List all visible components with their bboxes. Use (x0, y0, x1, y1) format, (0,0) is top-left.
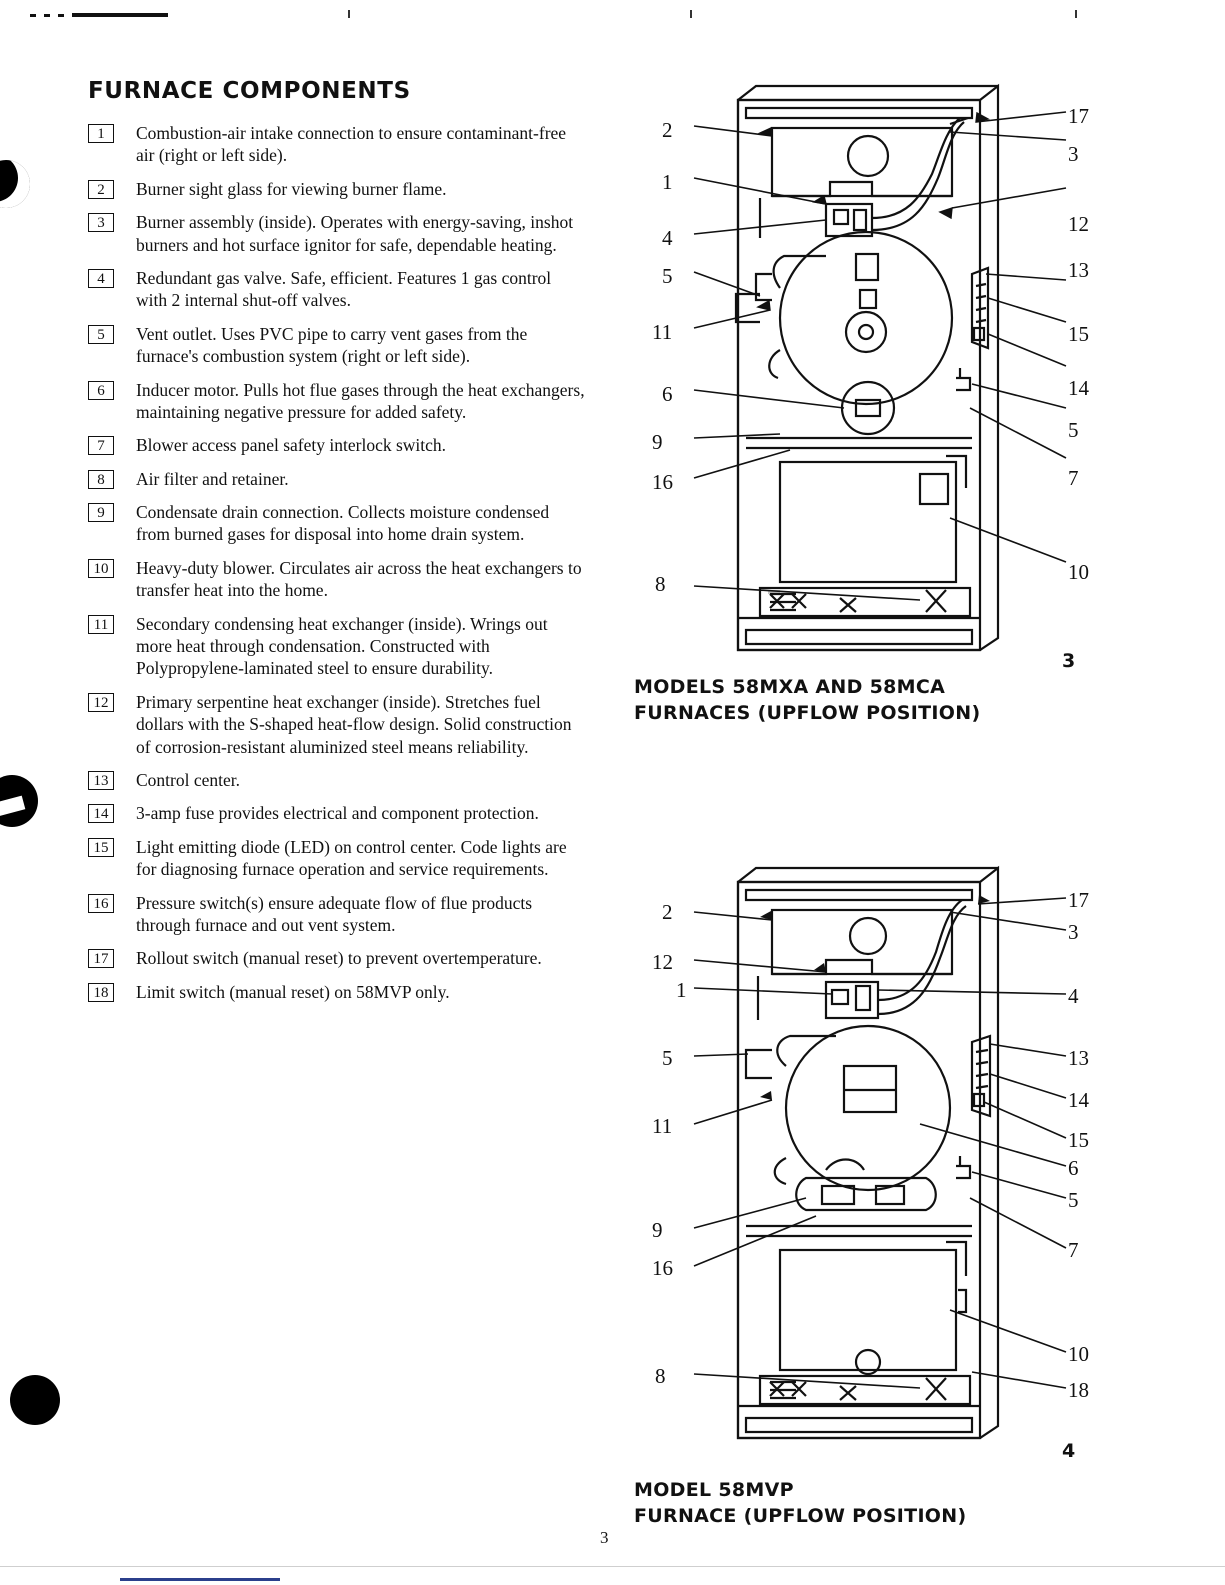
component-number: 14 (88, 804, 114, 823)
callout-label: 5 (1068, 418, 1079, 442)
scan-footer-line (120, 1578, 280, 1581)
component-number: 13 (88, 771, 114, 790)
component-description: 3-amp fuse provides electrical and component protection. (136, 803, 539, 824)
figure-number: 4 (1062, 1440, 1076, 1462)
list-item (88, 947, 608, 969)
list-item (88, 468, 608, 490)
component-number: 2 (88, 180, 114, 199)
callout-label: 18 (1068, 1378, 1089, 1402)
furnace-diagram-58mvp (620, 860, 1140, 1480)
list-item (88, 267, 608, 312)
component-description: Burner assembly (inside). Operates with energy-saving, inshot burners and hot surface ignitor for safe, dependable heating. (136, 212, 574, 255)
list-item (88, 434, 608, 456)
callout-label: 17 (1068, 104, 1089, 128)
callout-label: 9 (652, 1218, 663, 1242)
scan-tick-mark (690, 10, 692, 18)
component-list (88, 122, 608, 1003)
list-item (88, 122, 608, 167)
callout-label: 5 (662, 1046, 673, 1070)
component-number: 18 (88, 983, 114, 1002)
callout-label: 11 (652, 320, 673, 344)
page-number: 3 (600, 1528, 609, 1547)
hole-punch-mark (0, 160, 30, 208)
furnace-illustration-upflow-2 (620, 860, 1140, 1480)
component-number: 10 (88, 559, 114, 578)
list-item (88, 211, 608, 256)
component-description: Secondary condensing heat exchanger (inside). Wrings out more heat through condensation. Constructed with Polypropylene-laminated steel to ensure durability. (136, 613, 548, 679)
furnace-diagram-58mxa-58mca (620, 78, 1140, 698)
figure-caption-line-2: FURNACE (UPFLOW POSITION) (634, 1504, 967, 1527)
figure-caption (634, 1478, 966, 1529)
figure-caption-line-1: MODELS 58MXA AND 58MCA (634, 676, 946, 698)
callout-label: 17 (1068, 888, 1089, 912)
list-item (88, 178, 608, 200)
callout-label: 14 (1068, 1088, 1089, 1112)
callout-label: 14 (1068, 376, 1089, 400)
component-number: 9 (88, 503, 114, 522)
list-item (88, 836, 608, 881)
figure-caption-line-1: MODEL 58MVP (634, 1479, 794, 1501)
figure-number: 3 (1062, 650, 1076, 672)
callout-label: 10 (1068, 1342, 1089, 1366)
component-number: 16 (88, 894, 114, 913)
component-description: Limit switch (manual reset) on 58MVP only. (136, 981, 450, 1002)
component-number: 1 (88, 124, 114, 143)
list-item (88, 769, 608, 791)
callout-label: 9 (652, 430, 663, 454)
page-footer-rule (0, 1566, 1225, 1567)
list-item (88, 557, 608, 602)
callout-label: 12 (1068, 212, 1089, 236)
component-description: Burner sight glass for viewing burner flame. (136, 178, 447, 199)
callout-label: 15 (1068, 322, 1089, 346)
scan-tick-mark (1075, 10, 1077, 18)
figure-caption-line-2: FURNACES (UPFLOW POSITION) (634, 701, 981, 724)
component-description: Inducer motor. Pulls hot flue gases through the heat exchangers, maintaining negative pressure for added safety. (136, 379, 585, 422)
callout-label: 7 (1068, 1238, 1079, 1262)
callout-label: 4 (1068, 984, 1079, 1008)
callout-label: 13 (1068, 1046, 1089, 1070)
list-item (88, 501, 608, 546)
callout-label: 6 (1068, 1156, 1079, 1180)
callout-label: 8 (655, 1364, 666, 1388)
component-number: 7 (88, 436, 114, 455)
callout-label: 15 (1068, 1128, 1089, 1152)
list-item (88, 802, 608, 824)
component-number: 17 (88, 949, 114, 968)
callout-label: 5 (1068, 1188, 1079, 1212)
figure-caption (634, 675, 980, 726)
list-item (88, 981, 608, 1003)
callout-label: 4 (662, 226, 673, 250)
component-description: Pressure switch(s) ensure adequate flow of flue products through furnace and out vent system. (136, 892, 533, 935)
furnace-components-section (88, 78, 608, 1014)
component-description: Blower access panel safety interlock switch. (136, 435, 447, 456)
component-number: 15 (88, 838, 114, 857)
callout-label: 1 (676, 978, 687, 1002)
component-number: 6 (88, 381, 114, 400)
callout-label: 5 (662, 264, 673, 288)
component-description: Redundant gas valve. Safe, efficient. Features 1 gas control with 2 internal shut-off valves. (136, 267, 552, 311)
callout-label: 1 (662, 170, 673, 194)
component-number: 8 (88, 470, 114, 489)
callout-label: 2 (662, 118, 673, 142)
callout-label: 16 (652, 1256, 673, 1280)
callout-label: 3 (1068, 142, 1079, 166)
callout-label: 16 (652, 470, 673, 494)
callout-label: 12 (652, 950, 673, 974)
callout-label: 3 (1068, 920, 1079, 944)
component-number: 5 (88, 325, 114, 344)
callout-label: 8 (655, 572, 666, 596)
scan-black-bar (72, 13, 168, 17)
callout-label: 6 (662, 382, 673, 406)
hole-punch-mark (0, 775, 38, 827)
component-description: Control center. (136, 769, 241, 790)
callout-label: 7 (1068, 466, 1079, 490)
hole-punch-mark (10, 1375, 60, 1425)
list-item (88, 892, 608, 937)
component-description: Primary serpentine heat exchanger (inside). Stretches fuel dollars with the S-shaped heat-flow design. Solid construction of corrosion-resistant aluminized steel means reliability. (136, 691, 572, 757)
component-description: Rollout switch (manual reset) to prevent overtemperature. (136, 948, 542, 969)
page-title: FURNACE COMPONENTS (88, 78, 411, 104)
component-description: Heavy-duty blower. Circulates air across the heat exchangers to transfer heat into the home. (136, 557, 582, 601)
furnace-illustration-upflow-1 (620, 78, 1140, 698)
component-description: Combustion-air intake connection to ensure contaminant-free air (right or left side). (136, 123, 567, 166)
list-item (88, 613, 608, 680)
component-description: Light emitting diode (LED) on control center. Code lights are for diagnosing furnace operation and service requirements. (136, 836, 567, 880)
component-number: 12 (88, 693, 114, 712)
callout-label: 10 (1068, 560, 1089, 584)
component-description: Vent outlet. Uses PVC pipe to carry vent gases from the furnace's combustion system (right or left side). (136, 323, 528, 367)
component-number: 3 (88, 213, 114, 232)
list-item (88, 379, 608, 424)
callout-label: 11 (652, 1114, 673, 1138)
callout-label: 13 (1068, 258, 1089, 282)
component-description: Air filter and retainer. (136, 468, 289, 489)
list-item (88, 691, 608, 758)
scan-tick-mark (348, 10, 350, 18)
component-number: 4 (88, 269, 114, 288)
component-description: Condensate drain connection. Collects moisture condensed from burned gases for disposal into home drain system. (136, 502, 550, 545)
list-item (88, 323, 608, 368)
callout-label: 2 (662, 900, 673, 924)
component-number: 11 (88, 615, 114, 634)
